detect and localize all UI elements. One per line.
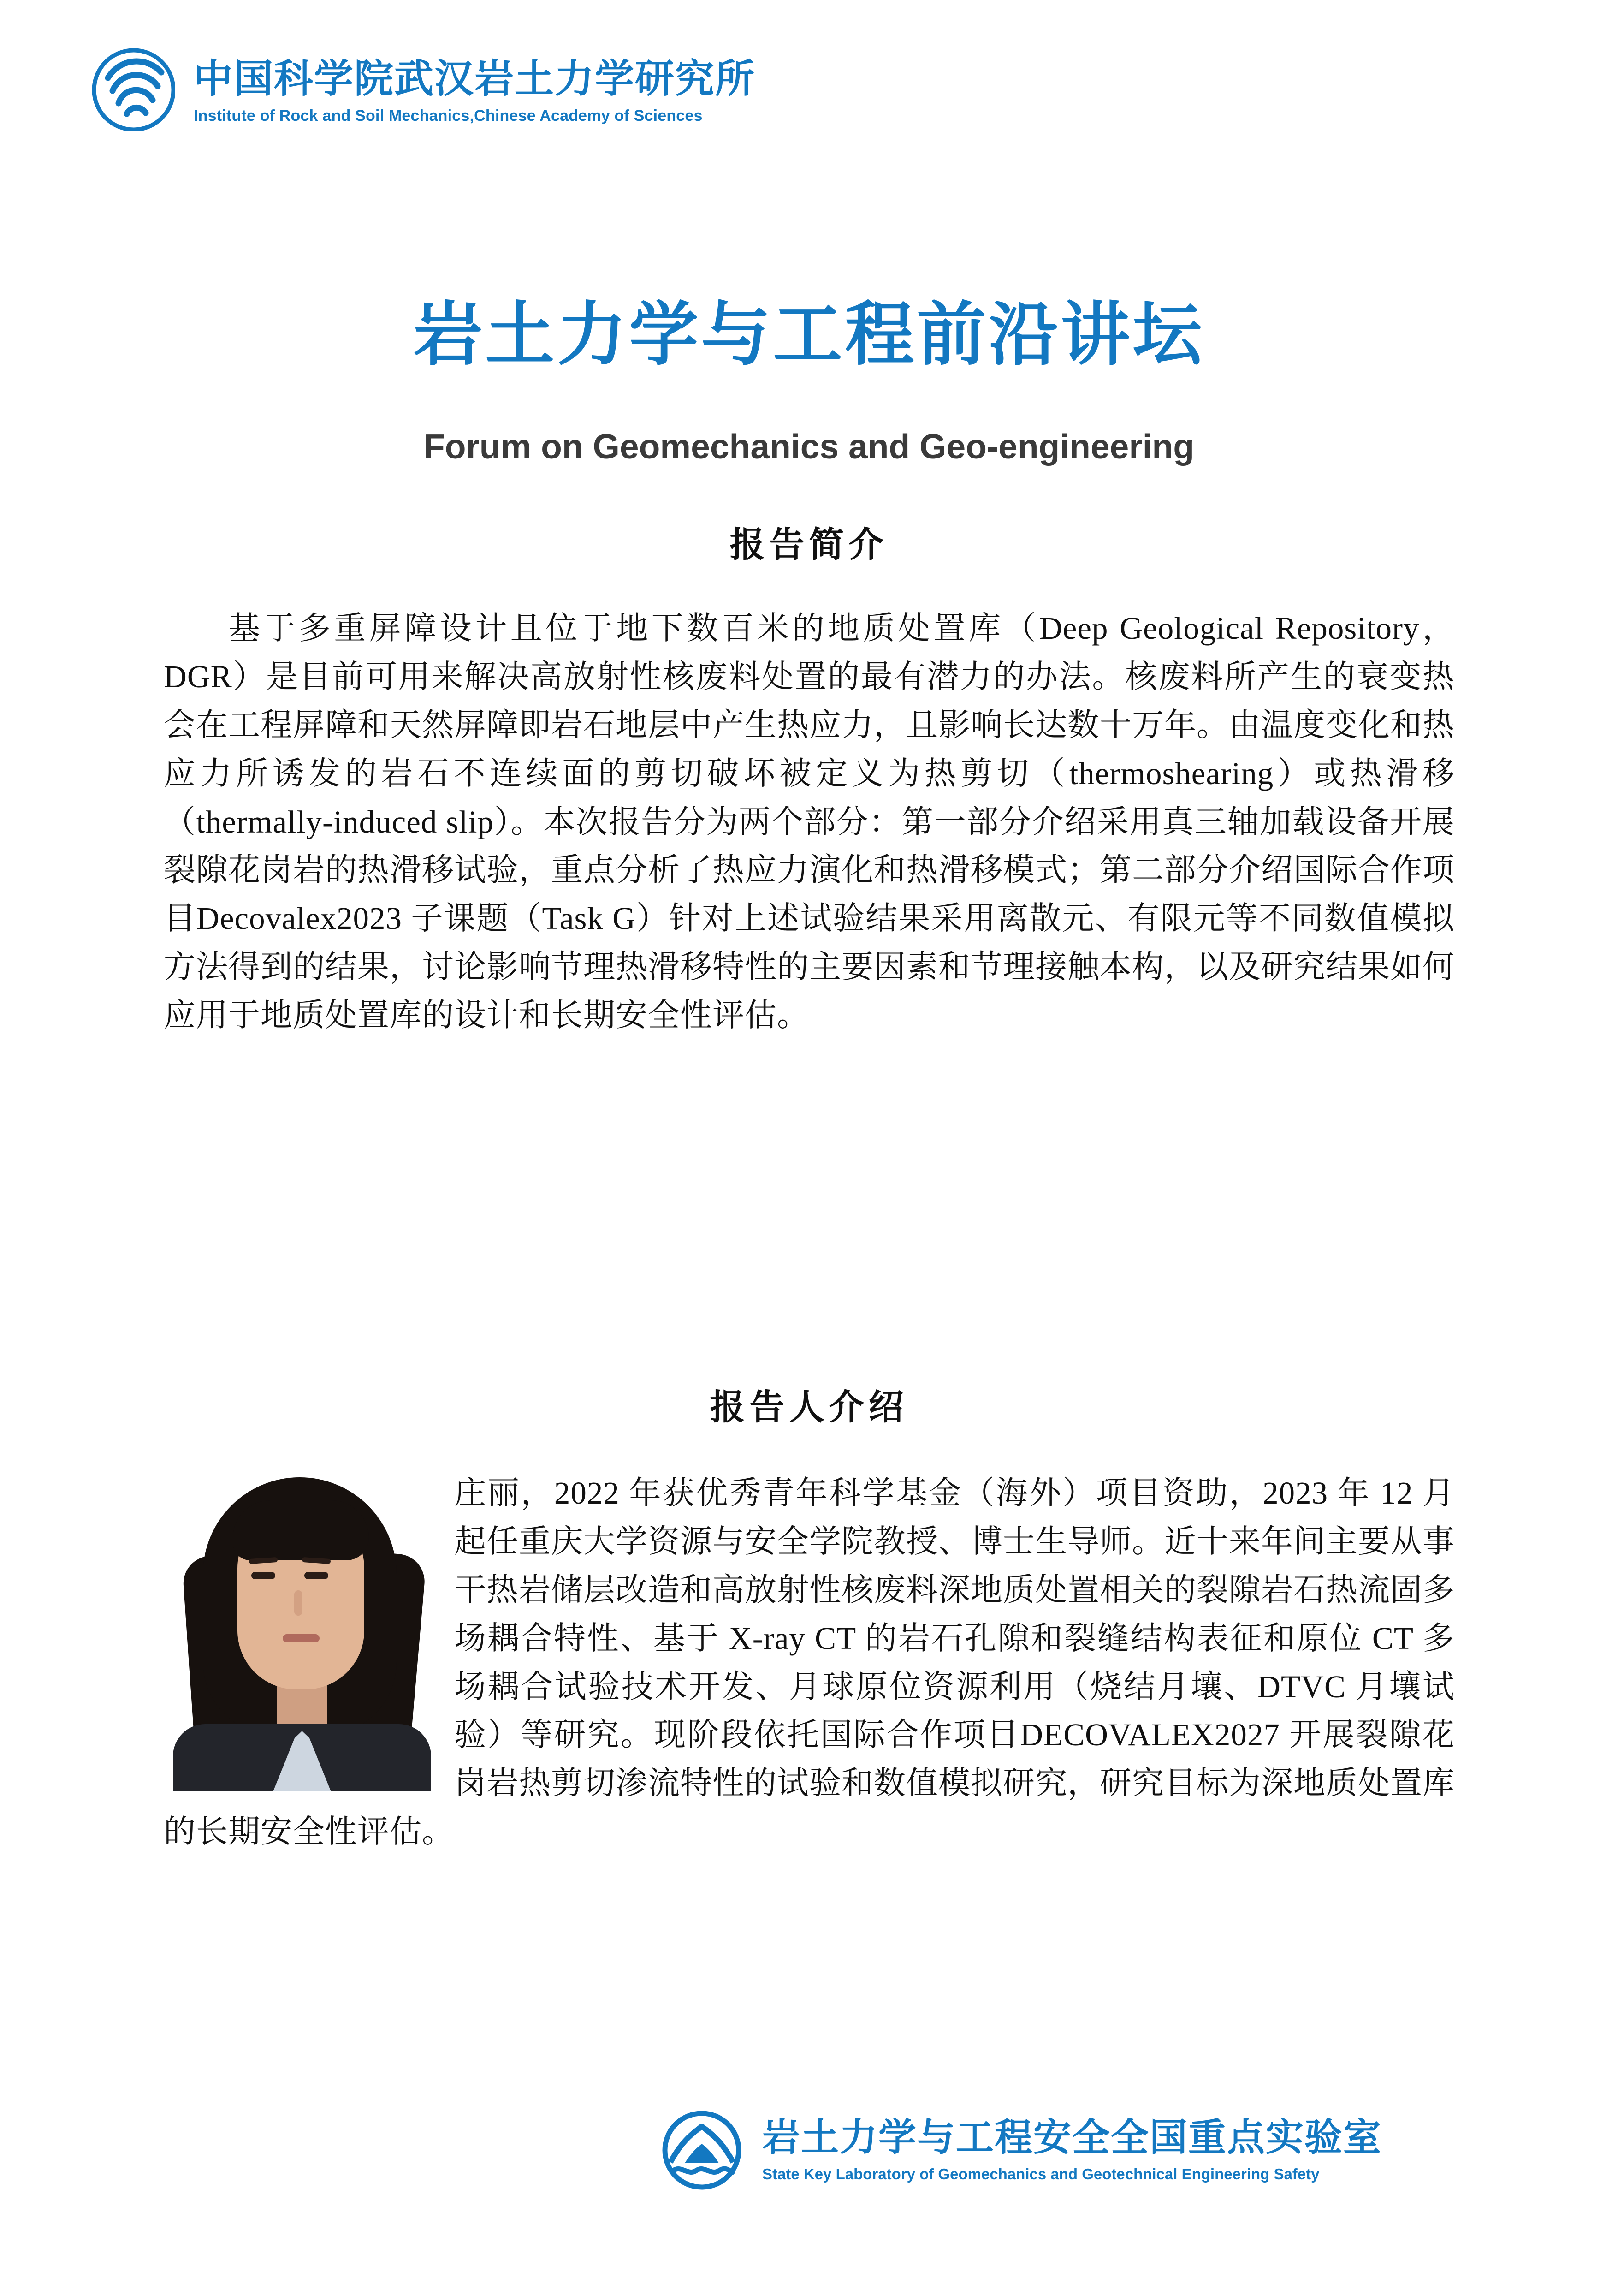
swirl-logo-icon [92,48,175,131]
institute-name-block [194,55,755,125]
lab-name-en: State Key Laboratory of Geomechanics and Geotechnical Engineering Safety [762,2165,1320,2183]
speaker-block [164,1469,1455,1856]
poster-title-cn: 岩土力学与工程前沿讲坛 [413,296,1205,373]
lab-name-cn: 岩土力学与工程安全全国重点实验室 [762,2117,1382,2159]
speaker-bio-text: 庄丽，2022 年获优秀青年科学基金（海外）项目资助，2023 年 12 月起任重庆大学资源与安全学院教授、博士生导师。近十来年间主要从事干热岩储层改造和高放射性核废料深地质处置相关的裂隙岩石热流固多场耦合特性、基于 X-ray CT 的岩石孔隙和裂缝结构表征和原位 CT 多场耦合试验技术开发、月球原位资源利用（烧结月壤、DTVC 月壤试验）等研究。现阶段依托国际合作项目DECOVALEX2027 开展裂隙花岗岩热剪切渗流特性的试验和数值模拟研究，研究目标为深地质处置库的长期安全性评估。 [164,1475,1455,1850]
poster-title-en: Forum on Geomechanics and Geo-engineering [423,427,1195,466]
speaker-portrait [164,1473,436,1791]
institute-header [92,48,755,131]
speaker-heading: 报告人介绍 [710,1388,908,1427]
mountain-wave-logo-icon [659,2108,745,2193]
lab-footer [659,2108,1382,2193]
lab-name-block [762,2118,1382,2183]
abstract-text: 基于多重屏障设计且位于地下数百米的地质处置库（Deep Geological Repository，DGR）是目前可用来解决高放射性核废料处置的最有潜力的办法。核废料所产生的衰变热会在工程屏障和天然屏障即岩石地层中产生热应力，且影响长达数十万年。由温度变化和热应力所诱发的岩石不连续面的剪切破坏被定义为热剪切（thermoshearing）或热滑移（thermally-induced slip）。本次报告分为两个部分：第一部分介绍采用真三轴加载设备开展裂隙花岗岩的热滑移试验，重点分析了热应力演化和热滑移模式；第二部分介绍国际合作项目Decovalex2023 子课题（Task G）针对上述试验结果采用离散元、有限元等不同数值模拟方法得到的结果，讨论影响节理热滑移特性的主要因素和节理接触本构，以及研究结果如何应用于地质处置库的设计和长期安全性评估。 [164,611,1455,1033]
institute-name-cn: 中国科学院武汉岩土力学研究所 [194,57,756,101]
institute-name-en: Institute of Rock and Soil Mechanics,Chinese Academy of Sciences [194,107,703,125]
abstract-heading: 报告简介 [729,525,889,565]
